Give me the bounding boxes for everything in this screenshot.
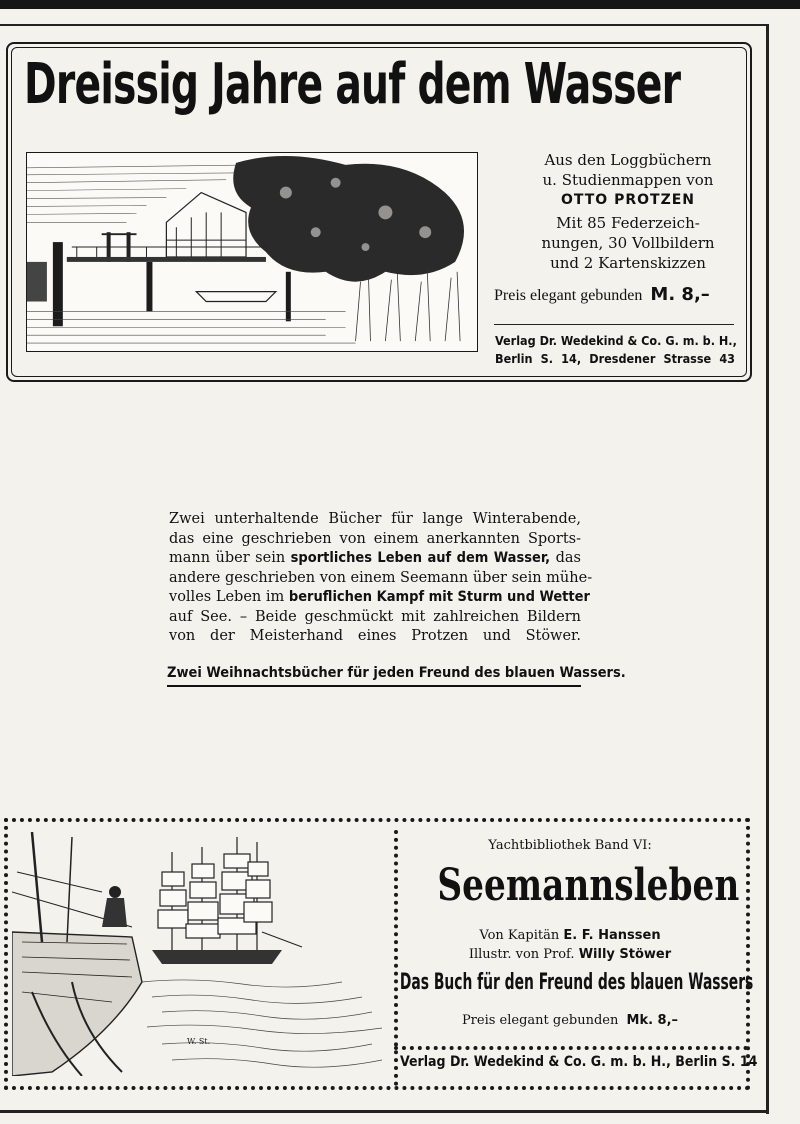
price-line — [400, 1013, 740, 1028]
author-name: E. F. Hanssen — [563, 928, 661, 943]
description-line: nungen, 30 Vollbildern — [541, 234, 715, 252]
illustration-signature: W. St. — [187, 1037, 211, 1046]
advert-dreissig-jahre — [6, 42, 752, 382]
publisher-line: Verlag Dr. Wedekind & Co. G. m. b. H., Berlin S. 14 — [400, 1054, 758, 1070]
description-line: Mit 85 Federzeich- — [556, 214, 700, 232]
illustration-sailing-ships — [12, 832, 390, 1076]
illustrator-line: Illustr. von Prof. Willy Stöwer — [468, 947, 672, 962]
slogan: Zwei Weihnachtsbücher für jeden Freund des blauen Wassers. — [167, 665, 581, 687]
book-description — [518, 150, 738, 273]
page-rule-right — [766, 24, 769, 1114]
author-name: OTTO PROTZEN — [560, 192, 696, 208]
publisher-block — [495, 332, 735, 368]
tagline: Das Buch für den Freund des blauen Wassers — [399, 970, 754, 995]
divider — [494, 324, 734, 325]
publisher-line: Verlag Dr. Wedekind & Co. G. m. b. H., — [495, 333, 737, 348]
price-label: Preis elegant gebunden — [461, 1013, 619, 1028]
emphasis: beruflichen Kampf mit Sturm und Wetter — [288, 589, 590, 605]
price-value: M. 8,– — [650, 284, 710, 305]
price-label: Preis elegant gebunden — [494, 287, 643, 304]
paragraph-line: andere geschrieben von einem Seemann über sein mühe- — [169, 569, 593, 586]
price-line — [494, 284, 744, 305]
description-line: Aus den Loggbüchern — [544, 151, 712, 169]
series-label: Yachtbibliothek Band VI: — [488, 838, 652, 853]
book-title-dreissig-jahre: Dreissig Jahre auf dem Wasser — [24, 52, 681, 117]
emphasis: sportliches Leben auf dem Wasser, — [290, 550, 551, 566]
illustrator-name: Willy Stöwer — [578, 947, 672, 962]
description-line: und 2 Kartenskizzen — [550, 254, 706, 272]
publisher-line: Berlin S. 14, Dresdener Strasse 43 — [495, 351, 735, 366]
description-line: u. Studienmappen von — [542, 171, 714, 189]
page-rule-top — [0, 24, 768, 26]
paragraph-line: von der Meisterhand eines Protzen und Stöwer. — [169, 628, 581, 644]
author-line: Von Kapitän E. F. Hanssen — [479, 928, 661, 943]
paragraph-line: das eine geschrieben von einem anerkannten Sports- — [169, 530, 581, 547]
price-value: Mk. 8,– — [626, 1013, 679, 1028]
paragraph-line: volles Leben im beruflichen Kampf mit Sturm und Wetter — [169, 589, 590, 605]
paragraph-line: mann über sein sportliches Leben auf dem Wasser, das — [169, 550, 581, 566]
page-rule-bottom — [0, 1110, 768, 1113]
book-title-seemannsleben: Seemannsleben — [437, 860, 740, 911]
dotted-divider-horizontal — [394, 1046, 748, 1050]
paragraph-line: Zwei unterhaltende Bücher für lange Winterabende, — [169, 511, 581, 527]
paragraph-line: auf See. – Beide geschmückt mit zahlreichen Bildern — [169, 608, 581, 625]
promo-paragraph — [169, 510, 593, 647]
illustration-riverside-mill — [26, 152, 478, 352]
credits — [400, 926, 740, 964]
top-edge-strip — [0, 0, 800, 9]
